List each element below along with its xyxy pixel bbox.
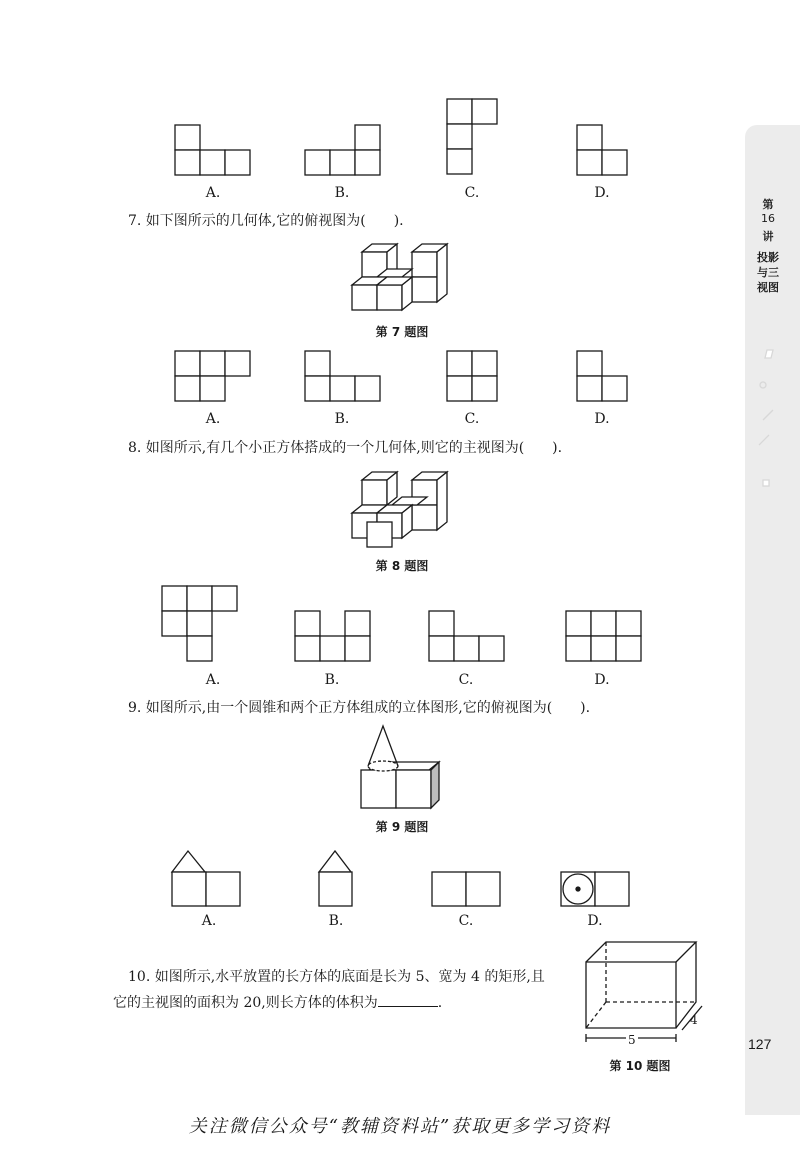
q6-option-b-figure [305,125,385,180]
q6-option-c-label[interactable]: C. [464,185,480,201]
q10-line2-end: . [437,995,443,1011]
q7-option-b-label[interactable]: B. [334,411,350,427]
q7-caption: 第 7 题图 [375,325,429,339]
q7-question-text: 7. 如下图所示的几何体,它的俯视图为( ). [128,213,404,229]
q9-option-d-label[interactable]: D. [587,913,603,929]
q6-option-d-figure [577,125,632,180]
q6-option-a-label[interactable]: A. [205,185,221,201]
q8-option-c-figure [429,611,509,666]
page-number: 127 [748,1036,772,1052]
q10-answer-blank[interactable] [378,992,438,1007]
q7-option-d-label[interactable]: D. [594,411,610,427]
q10-line2-text: 它的主视图的面积为 20,则长方体的体积为 [113,995,378,1011]
q7-option-d-figure [577,351,632,406]
q10-caption: 第 10 题图 [609,1059,671,1073]
q6-option-d-label[interactable]: D. [594,185,610,201]
q10-cuboid-figure [584,940,714,1050]
q9-option-c-label[interactable]: C. [458,913,474,929]
q9-option-a-label[interactable]: A. [201,913,217,929]
tab-chapter-num: 16 [761,212,775,225]
q8-option-b-label[interactable]: B. [324,672,340,688]
q6-option-c-figure [447,99,502,179]
q8-option-a-label[interactable]: A. [205,672,221,688]
q9-solid-figure [361,726,446,811]
q7-option-a-label[interactable]: A. [205,411,221,427]
tab-chapter-bottom: 讲 [762,230,774,243]
footer-watermark: 关注微信公众号“教辅资料站”获取更多学习资料 [188,1116,612,1137]
q10-dim-length: 5 [628,1033,636,1047]
q7-option-a-figure [175,351,255,406]
q7-solid-figure [352,242,457,317]
tab-topic: 投影与三视图 [757,251,779,294]
q9-option-c-figure [432,872,507,912]
q8-option-b-figure [295,611,375,666]
q10-question-line1: 10. 如图所示,水平放置的长方体的底面是长为 5、宽为 4 的矩形,且 [128,969,545,985]
tab-chapter-top: 第 [762,198,774,211]
q10-dim-width: 4 [690,1013,698,1027]
q8-option-d-label[interactable]: D. [594,672,610,688]
q10-question-line2 [113,992,442,1012]
q7-option-c-label[interactable]: C. [464,411,480,427]
q8-option-a-figure [162,586,242,666]
q8-caption: 第 8 题图 [375,559,429,573]
q8-option-c-label[interactable]: C. [458,672,474,688]
q6-option-b-label[interactable]: B. [334,185,350,201]
q9-caption: 第 9 题图 [375,820,429,834]
q8-question-text: 8. 如图所示,有几个小正方体搭成的一个几何体,则它的主视图为( ). [128,440,563,456]
q9-option-b-figure [318,846,358,911]
q8-option-d-figure [566,611,646,666]
q9-question-text: 9. 如图所示,由一个圆锥和两个正方体组成的立体图形,它的俯视图为( ). [128,700,591,716]
tab-decoration [755,340,785,500]
q8-solid-figure [352,470,457,550]
q9-option-b-label[interactable]: B. [328,913,344,929]
q9-option-d-figure [561,872,636,912]
q9-option-a-figure [172,846,247,911]
q7-option-b-figure [305,351,385,406]
q6-option-a-figure [175,125,255,180]
q7-option-c-figure [447,351,502,406]
